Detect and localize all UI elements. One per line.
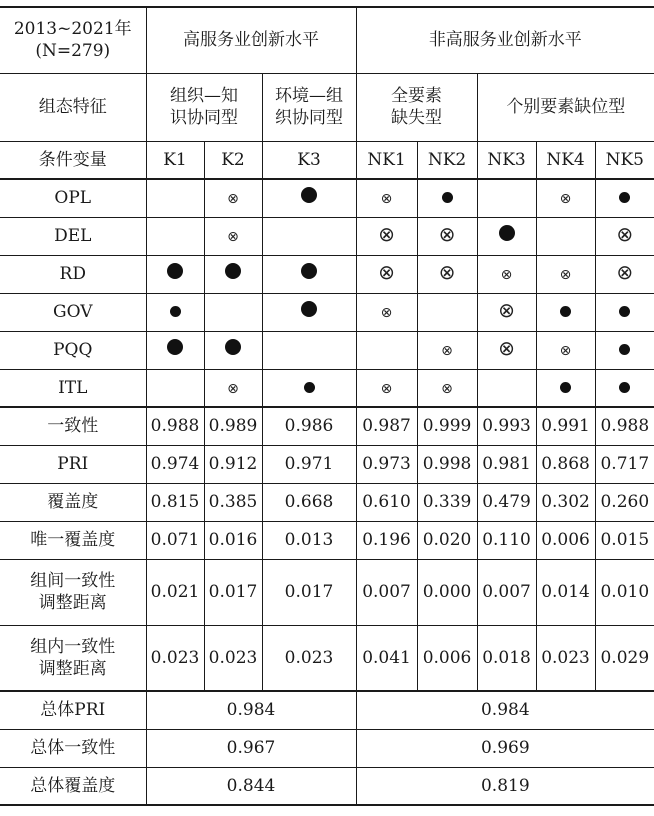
config-feature-label: 组态特征 bbox=[0, 73, 146, 141]
core-absent-circled-x-icon: ⊗ bbox=[438, 222, 456, 247]
condition-name: DEL bbox=[0, 217, 146, 255]
condition-cell bbox=[417, 331, 477, 369]
condition-cell bbox=[146, 255, 204, 293]
metric-value: 0.006 bbox=[536, 521, 595, 559]
high-innovation-group-header: 高服务业创新水平 bbox=[146, 7, 356, 73]
metric-value: 0.999 bbox=[417, 407, 477, 445]
core-absent-circled-x-icon: ⊗ bbox=[378, 260, 395, 285]
metric-value: 0.010 bbox=[595, 559, 654, 625]
metric-label-line: 调整距离 bbox=[38, 658, 107, 679]
nk12-type-line2: 缺失型 bbox=[391, 108, 443, 128]
condition-rows bbox=[0, 179, 654, 407]
metric-value: 0.868 bbox=[536, 445, 595, 483]
sample-size: (N=279) bbox=[35, 41, 111, 62]
metric-value: 0.339 bbox=[417, 483, 477, 521]
core-present-circle-icon bbox=[499, 225, 515, 241]
k3-type-line1: 环境—组 bbox=[275, 85, 344, 106]
condition-cell bbox=[536, 293, 595, 331]
condition-cell bbox=[477, 331, 536, 369]
metric-label bbox=[0, 483, 146, 521]
config-id: NK3 bbox=[477, 141, 536, 179]
condition-cell bbox=[536, 369, 595, 407]
metric-value: 0.018 bbox=[477, 625, 536, 691]
k3-type-cell bbox=[262, 73, 356, 141]
condition-cell bbox=[477, 179, 536, 217]
metric-value: 0.981 bbox=[477, 445, 536, 483]
metric-label-line: 组内一致性 bbox=[30, 636, 116, 657]
metric-value: 0.989 bbox=[204, 407, 262, 445]
metric-value: 0.016 bbox=[204, 521, 262, 559]
nk345-type-cell: 个别要素缺位型 bbox=[477, 73, 654, 141]
overall-label: 总体覆盖度 bbox=[0, 767, 146, 805]
metric-value: 0.988 bbox=[595, 407, 654, 445]
core-absent-circled-x-icon: ⊗ bbox=[498, 298, 515, 323]
config-id: NK4 bbox=[536, 141, 595, 179]
metric-label bbox=[0, 625, 146, 691]
metric-row bbox=[0, 559, 654, 625]
condition-cell bbox=[477, 369, 536, 407]
core-present-circle-icon bbox=[301, 301, 317, 317]
core-present-circle-icon bbox=[167, 263, 183, 279]
metric-value: 0.479 bbox=[477, 483, 536, 521]
core-present-circle-icon bbox=[301, 187, 317, 203]
condition-cell bbox=[595, 293, 654, 331]
overall-high-value: 0.967 bbox=[146, 729, 356, 767]
core-absent-circled-x-icon: ⊗ bbox=[616, 222, 634, 247]
condition-row bbox=[0, 331, 654, 369]
metric-label bbox=[0, 559, 146, 625]
condition-cell bbox=[262, 369, 356, 407]
peripheral-absent-circled-x-icon: ⊗ bbox=[227, 191, 239, 208]
group-header-row bbox=[0, 7, 654, 73]
condition-cell bbox=[417, 293, 477, 331]
overall-row bbox=[0, 691, 654, 729]
condition-cell bbox=[262, 293, 356, 331]
overall-label: 总体PRI bbox=[0, 691, 146, 729]
condition-cell bbox=[356, 179, 417, 217]
peripheral-absent-circled-x-icon: ⊗ bbox=[380, 304, 393, 321]
peripheral-absent-circled-x-icon: ⊗ bbox=[380, 380, 393, 397]
metric-value: 0.973 bbox=[356, 445, 417, 483]
config-id: NK2 bbox=[417, 141, 477, 179]
condition-cell bbox=[417, 217, 477, 255]
metric-value: 0.991 bbox=[536, 407, 595, 445]
peripheral-absent-circled-x-icon: ⊗ bbox=[227, 228, 239, 245]
metric-value: 0.007 bbox=[477, 559, 536, 625]
peripheral-present-circle-icon bbox=[619, 306, 630, 317]
condition-variable-label: 条件变量 bbox=[0, 141, 146, 179]
core-present-circle-icon bbox=[225, 263, 241, 279]
peripheral-absent-circled-x-icon: ⊗ bbox=[559, 342, 572, 359]
condition-row bbox=[0, 293, 654, 331]
metric-label-line: 唯一覆盖度 bbox=[30, 529, 116, 550]
sample-period: 2013~2021年 bbox=[13, 19, 132, 40]
core-present-circle-icon bbox=[167, 339, 183, 355]
config-id: K3 bbox=[262, 141, 356, 179]
metric-label-line: PRI bbox=[57, 453, 89, 474]
metric-value: 0.998 bbox=[417, 445, 477, 483]
k12-type-line1: 组织—知 bbox=[170, 85, 238, 106]
metric-value: 0.815 bbox=[146, 483, 204, 521]
metric-value: 0.006 bbox=[417, 625, 477, 691]
condition-cell bbox=[595, 255, 654, 293]
k12-type-line2: 识协同型 bbox=[170, 108, 238, 128]
metric-label-line: 调整距离 bbox=[38, 593, 107, 613]
metric-value: 0.015 bbox=[595, 521, 654, 559]
condition-row bbox=[0, 217, 654, 255]
condition-cell bbox=[146, 369, 204, 407]
metric-row bbox=[0, 445, 654, 483]
config-id: K2 bbox=[204, 141, 262, 179]
config-id: NK5 bbox=[595, 141, 654, 179]
peripheral-absent-circled-x-icon: ⊗ bbox=[500, 266, 513, 283]
metric-value: 0.385 bbox=[204, 483, 262, 521]
condition-cell bbox=[477, 217, 536, 255]
condition-cell bbox=[595, 369, 654, 407]
metric-value: 0.017 bbox=[204, 559, 262, 625]
overall-high-value: 0.844 bbox=[146, 767, 356, 805]
metric-label bbox=[0, 445, 146, 483]
peripheral-present-circle-icon bbox=[619, 192, 630, 203]
metric-value: 0.987 bbox=[356, 407, 417, 445]
condition-cell bbox=[536, 331, 595, 369]
peripheral-present-circle-icon bbox=[560, 306, 571, 317]
core-absent-circled-x-icon: ⊗ bbox=[616, 260, 634, 285]
nk12-type-line1: 全要素 bbox=[391, 85, 443, 106]
metric-value: 0.988 bbox=[146, 407, 204, 445]
nk12-type-cell bbox=[356, 73, 477, 141]
core-present-circle-icon bbox=[225, 339, 241, 355]
condition-cell bbox=[477, 255, 536, 293]
peripheral-present-circle-icon bbox=[560, 382, 571, 393]
overall-label: 总体一致性 bbox=[0, 729, 146, 767]
metric-value: 0.014 bbox=[536, 559, 595, 625]
metric-value: 0.020 bbox=[417, 521, 477, 559]
overall-row bbox=[0, 767, 654, 805]
condition-cell bbox=[356, 369, 417, 407]
metric-label-line: 一致性 bbox=[47, 416, 99, 437]
condition-cell bbox=[204, 179, 262, 217]
config-id: NK1 bbox=[356, 141, 417, 179]
metric-label-line: 覆盖度 bbox=[47, 491, 99, 512]
metric-value: 0.717 bbox=[595, 445, 654, 483]
metric-value: 0.007 bbox=[356, 559, 417, 625]
overall-nonhigh-value: 0.969 bbox=[356, 729, 654, 767]
peripheral-absent-circled-x-icon: ⊗ bbox=[559, 266, 572, 283]
k12-type-cell bbox=[146, 73, 262, 141]
config-type-row bbox=[0, 73, 654, 141]
condition-row bbox=[0, 179, 654, 217]
condition-name: PQQ bbox=[0, 331, 146, 369]
condition-cell bbox=[146, 217, 204, 255]
metric-value: 0.668 bbox=[262, 483, 356, 521]
metric-row bbox=[0, 625, 654, 691]
condition-cell bbox=[262, 217, 356, 255]
condition-cell bbox=[146, 179, 204, 217]
peripheral-absent-circled-x-icon: ⊗ bbox=[380, 191, 393, 208]
condition-cell bbox=[356, 217, 417, 255]
nonhigh-innovation-group-header: 非高服务业创新水平 bbox=[356, 7, 654, 73]
metric-value: 0.013 bbox=[262, 521, 356, 559]
metric-rows bbox=[0, 407, 654, 691]
metric-value: 0.017 bbox=[262, 559, 356, 625]
metric-value: 0.023 bbox=[536, 625, 595, 691]
config-id: K1 bbox=[146, 141, 204, 179]
metric-value: 0.023 bbox=[146, 625, 204, 691]
condition-cell bbox=[204, 293, 262, 331]
metric-value: 0.302 bbox=[536, 483, 595, 521]
metric-label-line: 组间一致性 bbox=[30, 570, 116, 591]
peripheral-absent-circled-x-icon: ⊗ bbox=[227, 380, 239, 397]
metric-label bbox=[0, 407, 146, 445]
condition-cell bbox=[536, 255, 595, 293]
peripheral-present-circle-icon bbox=[619, 382, 630, 393]
overall-row bbox=[0, 729, 654, 767]
metric-value: 0.974 bbox=[146, 445, 204, 483]
condition-cell bbox=[262, 179, 356, 217]
overall-nonhigh-value: 0.819 bbox=[356, 767, 654, 805]
metric-value: 0.029 bbox=[595, 625, 654, 691]
condition-cell bbox=[595, 217, 654, 255]
metric-row bbox=[0, 521, 654, 559]
condition-name: RD bbox=[0, 255, 146, 293]
metric-value: 0.260 bbox=[595, 483, 654, 521]
core-absent-circled-x-icon: ⊗ bbox=[378, 222, 395, 247]
configuration-table bbox=[0, 6, 654, 806]
metric-value: 0.023 bbox=[204, 625, 262, 691]
metric-value: 0.912 bbox=[204, 445, 262, 483]
metric-row bbox=[0, 407, 654, 445]
core-absent-circled-x-icon: ⊗ bbox=[498, 336, 515, 361]
condition-cell bbox=[262, 255, 356, 293]
metric-value: 0.971 bbox=[262, 445, 356, 483]
metric-value: 0.993 bbox=[477, 407, 536, 445]
condition-cell bbox=[204, 255, 262, 293]
condition-cell bbox=[536, 217, 595, 255]
condition-cell bbox=[595, 179, 654, 217]
condition-name: GOV bbox=[0, 293, 146, 331]
metric-label bbox=[0, 521, 146, 559]
metric-value: 0.023 bbox=[262, 625, 356, 691]
condition-cell bbox=[262, 331, 356, 369]
metric-value: 0.610 bbox=[356, 483, 417, 521]
condition-cell bbox=[146, 293, 204, 331]
condition-cell bbox=[417, 255, 477, 293]
config-id-row bbox=[0, 141, 654, 179]
metric-value: 0.071 bbox=[146, 521, 204, 559]
overall-rows bbox=[0, 691, 654, 805]
condition-row bbox=[0, 255, 654, 293]
peripheral-absent-circled-x-icon: ⊗ bbox=[559, 191, 572, 208]
condition-cell bbox=[146, 331, 204, 369]
condition-name: OPL bbox=[0, 179, 146, 217]
condition-cell bbox=[417, 179, 477, 217]
condition-cell bbox=[477, 293, 536, 331]
condition-cell bbox=[595, 331, 654, 369]
condition-name: ITL bbox=[0, 369, 146, 407]
condition-cell bbox=[536, 179, 595, 217]
condition-cell bbox=[356, 331, 417, 369]
metric-row bbox=[0, 483, 654, 521]
metric-value: 0.021 bbox=[146, 559, 204, 625]
sample-corner-cell bbox=[0, 7, 146, 73]
condition-cell bbox=[417, 369, 477, 407]
peripheral-present-circle-icon bbox=[442, 192, 453, 203]
peripheral-absent-circled-x-icon: ⊗ bbox=[441, 342, 453, 359]
peripheral-present-circle-icon bbox=[304, 382, 315, 393]
condition-cell bbox=[356, 255, 417, 293]
metric-value: 0.000 bbox=[417, 559, 477, 625]
metric-value: 0.986 bbox=[262, 407, 356, 445]
overall-high-value: 0.984 bbox=[146, 691, 356, 729]
core-present-circle-icon bbox=[301, 263, 317, 279]
peripheral-absent-circled-x-icon: ⊗ bbox=[441, 380, 453, 397]
metric-value: 0.196 bbox=[356, 521, 417, 559]
condition-row bbox=[0, 369, 654, 407]
condition-cell bbox=[204, 331, 262, 369]
metric-value: 0.041 bbox=[356, 625, 417, 691]
metric-value: 0.110 bbox=[477, 521, 536, 559]
peripheral-present-circle-icon bbox=[170, 306, 181, 317]
condition-cell bbox=[356, 293, 417, 331]
condition-cell bbox=[204, 369, 262, 407]
core-absent-circled-x-icon: ⊗ bbox=[438, 260, 456, 285]
k3-type-line2: 织协同型 bbox=[275, 108, 344, 128]
condition-cell bbox=[204, 217, 262, 255]
peripheral-present-circle-icon bbox=[619, 344, 630, 355]
overall-nonhigh-value: 0.984 bbox=[356, 691, 654, 729]
